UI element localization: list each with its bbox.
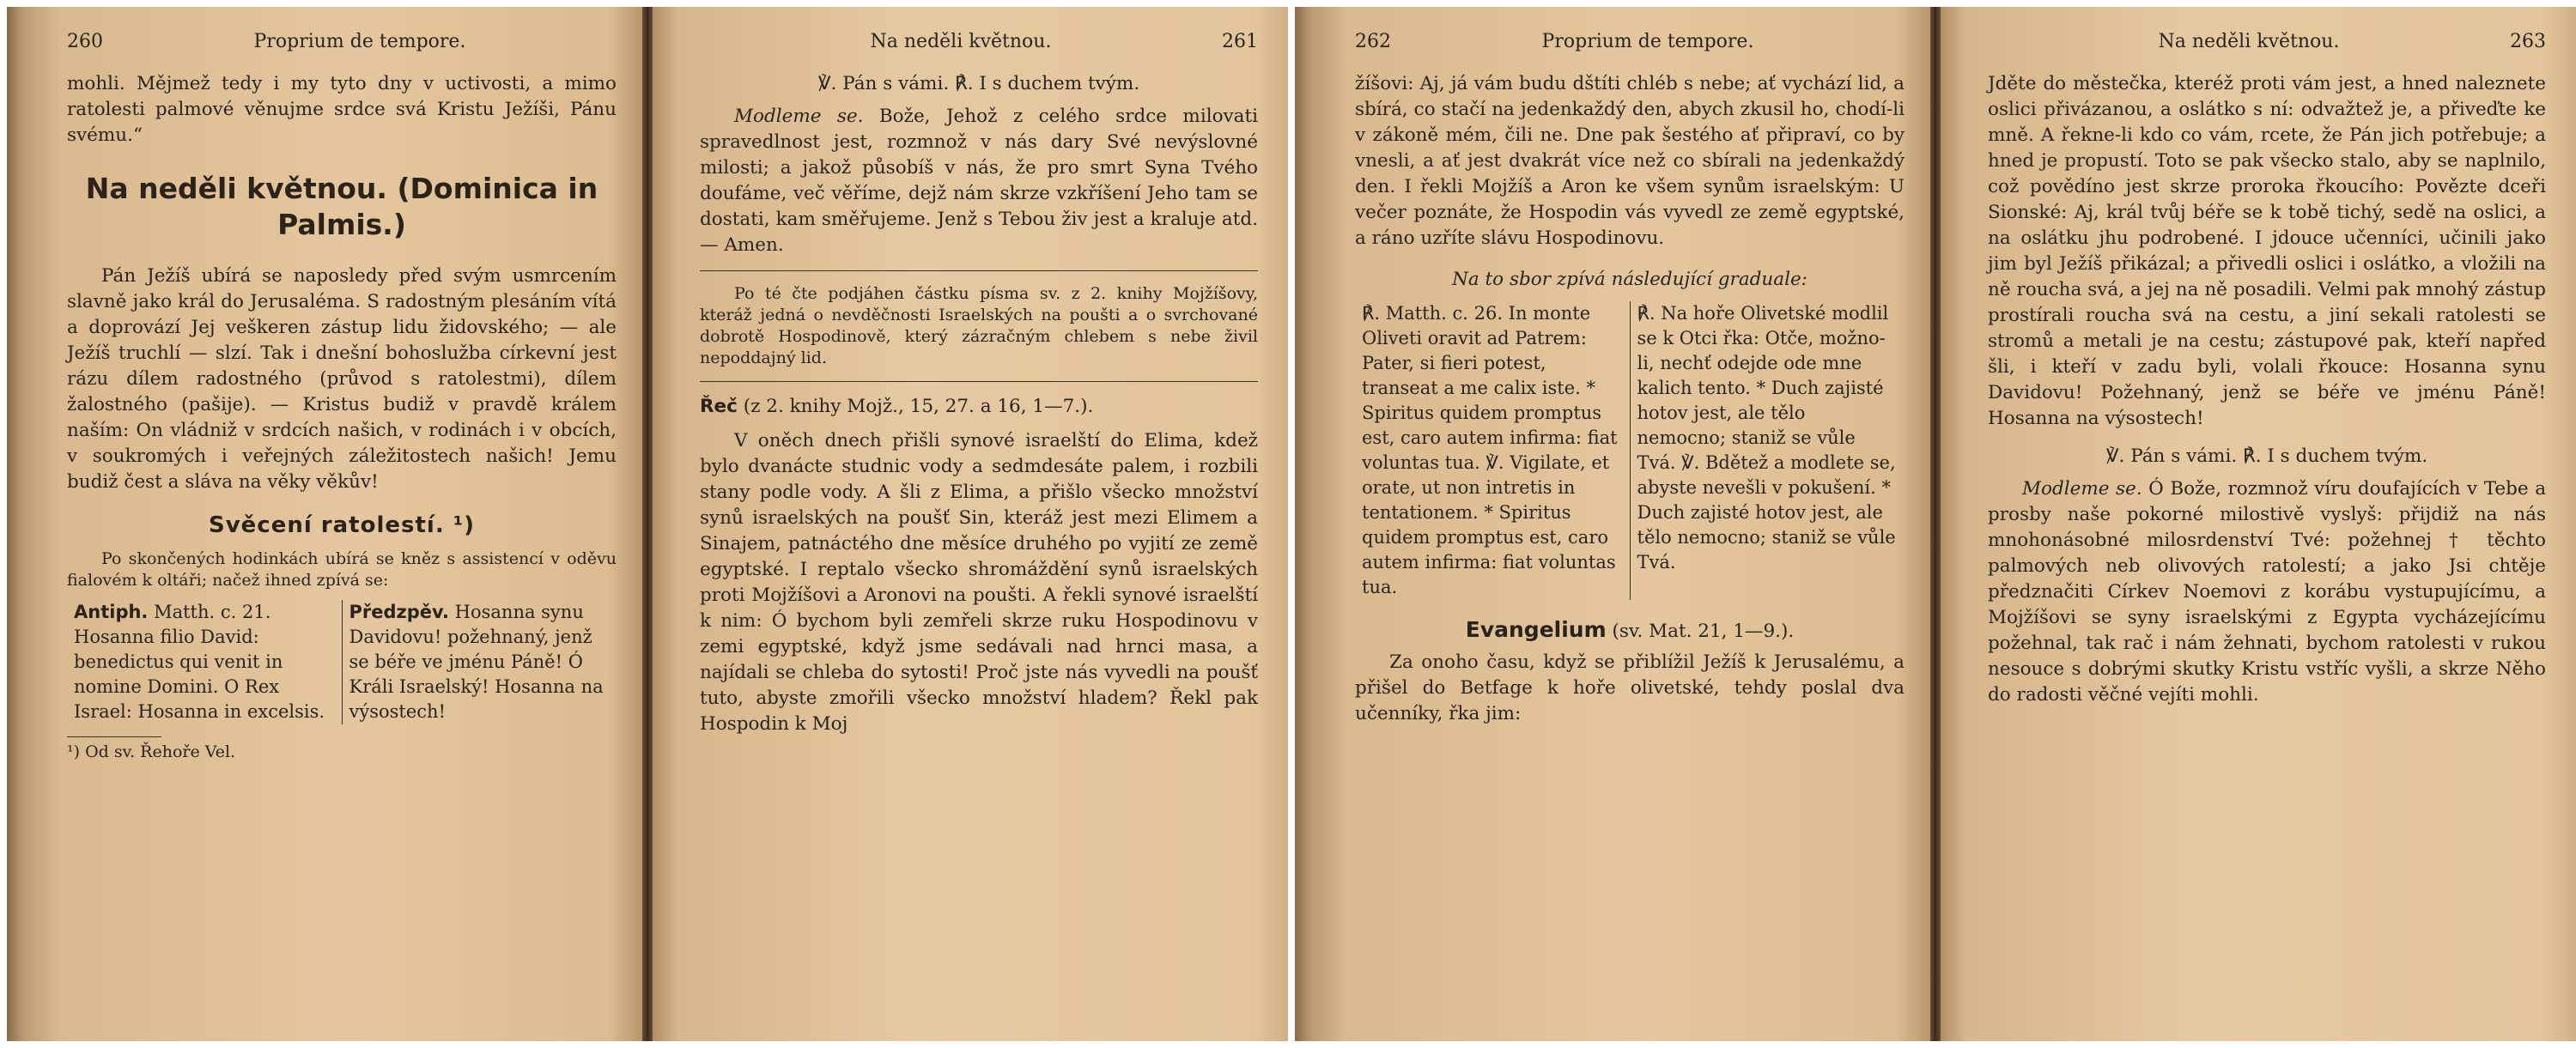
paragraph: žíšovi: Aj, já vám budu dštíti chléb s nebe; ať vychází lid, a sbírá, co stačí na jedenkaždý den, abych zkusil ho, chodí-li v zákoně mém, čili ne. Dne pak šestého ať připraví, co by vnesli, a ať jest dvakrát více než co sbírali na jedenkaždý den. I řekli Mojžíš a Aron ke všem synům israelským: U večer poznáte, že Hospodin vás vyvedl ze země egyptské, a ráno uzříte slávu Hospodinovu. [1355, 73, 1905, 249]
page-number: 260 [67, 31, 103, 52]
divider [700, 270, 1258, 271]
footnote: ¹) Od sv. Řehoře Vel. [67, 742, 236, 761]
prayer: Modleme se. Bože, Jehož z celého srdce milovati spravedlnost jest, rozmnož v nás dary Své nevýslovné milosti; a jakož působíš v nás, že pro smrt Syna Tvého doufáme, več věříme, dejž nám skrze vzkříšení Jeho tam se dostati, kam směřujeme. Jenž s Tebou živ jest a kraluje atd. — Amen. [700, 106, 1258, 256]
versicle: ℣. Pán s vámi. ℟. I s duchem tvým. [817, 73, 1140, 94]
paragraph: Pán Ježíš ubírá se naposledy před svým usmrcením slavně jako král do Jerusaléma. S radostným plesáním vítá a doprovází Jej veškeren zástup lidu židovského; — ale Ježíš truchlí — slzí. Tak i dnešní bohoslužba církevní jest rázu dílem radostného (průvod s ratolestmi), dílem žalostného (pašije). — Kristus budiž v pravdě králem naším: On vládniž v srdcích našich, v rodinách i v obcích, v soukromých i veřejných záležitostech našich! Jemu budiž čest a sláva na věky věkův! [67, 265, 617, 493]
page-header [1355, 31, 1905, 52]
right-book-spread [1295, 7, 2576, 1041]
page-number: 263 [2510, 31, 2546, 52]
page-number: 261 [1222, 31, 1258, 52]
page-260 [7, 7, 642, 1041]
page-header [67, 31, 617, 52]
czech-column: ℟. Na hoře Olivetské modlil se k Otci řka: Otče, možno-li, nechť odejde ode mne kalich tento. * Duch zajisté hotov jest, ale tělo nemocno; staniž se vůle Tvá. ℣. Bdětež a modlete se, abyste nevešli v pokušení. * Duch zajisté hotov jest, ale tělo nemocno; staniž se vůle Tvá. [1630, 301, 1905, 600]
book-gutter [1930, 7, 1941, 1041]
divider [700, 381, 1258, 382]
page-263 [1941, 7, 2576, 1041]
gospel-text: Za onoho času, když se přiblížil Ježíš k Jerusalému, a přišel do Betfage k hoře olivetské, tehdy poslal dva učenníky, řka jim: [1355, 651, 1905, 724]
page-header [700, 31, 1258, 52]
footnote-rule [67, 736, 161, 737]
running-head: Proprium de tempore. [1541, 31, 1754, 52]
page-261 [653, 7, 1288, 1041]
versicle: ℣. Pán s vámi. ℟. I s duchem tvým. [2105, 445, 2428, 467]
latin-column: ℟. Matth. c. 26. In monte Oliveti oravit ad Patrem: Pater, si fieri potest, transeat a me calix iste. * Spiritus quidem promptus est, caro autem infirma: fiat voluntas tua. ℣. Vigilate, et orate, ut non intretis in tentationem. * Spiritus quidem promptus est, caro autem infirma: fiat voluntas tua. [1362, 303, 1618, 597]
prayer: Modleme se. Ó Bože, rozmnož víru doufajících v Tebe a prosby naše pokorné milostivě vyslyš: přijdiž na nás mnohonásobné milosrdenství Tvé: požehnej † těchto palmových neb olivových ratolestí; a jako Jsi chtěje předznačiti Církev Noemovi z korábu vystupujícímu, a Mojžíšovi se syny israelskými z Egypta vycházejícímu požehnal, tak rač i nám žehnati, bychom ratolesti v rukou nesouce s dobrými skutky Kristu vstříc vyšli, a skrze Něho do radosti věčné vejíti mohli. [1988, 478, 2547, 706]
book-gutter [642, 7, 653, 1041]
rubric: Na to sbor zpívá následující graduale: [1452, 269, 1807, 290]
page-number: 262 [1355, 31, 1391, 52]
reading-text: V oněch dnech přišli synové israelští do Elima, kdež bylo dvanácte studnic vody a sedmdesáte palem, i rozbili stany podle vody. A šli z Elima, a přišlo všecko množství synů israelských na poušť Sin, kteráž jest mezi Elimem a Sinajem, patnáctého dne měsíce druhého po vyjití ze země egyptské. I reptalo všecko shromáždění synů israelských proti Mojžíšovi a Aronovi na poušti. A řekli synové israelští k nim: Ó bychom byli zemřeli skrze ruku Hospodinovu v zemi egyptské, když jsme sedávali nad hrnci masa, a najídali se chleba do sytosti! Proč jste nás vyvedli na poušť tuto, abyste zmořili všecko množství hladem? Řekl pak Hospodin k Moj [700, 430, 1258, 735]
rubric-note: Po té čte podjáhen částku písma sv. z 2. knihy Mojžíšovy, kteráž jedná o nevděčnosti Israelských na poušti a o svrchované dobrotě Hospodinově, který zázračným chlebem s nebe živil nepoddajný lid. [700, 284, 1258, 367]
page-262 [1295, 7, 1930, 1041]
czech-column: Předzpěv. Hosanna synu Davidovu! požehnaný, jenž se béře ve jménu Páně! Ó Králi Israelský! Hosanna na výsostech! [342, 600, 617, 724]
rubric: Po skončených hodinkách ubírá se kněz s assistencí v oděvu fialovém k oltáři; načež ihned zpívá se: [67, 549, 617, 590]
two-column-gradual [1355, 301, 1905, 600]
reading-heading: Řeč (z 2. knihy Mojž., 15, 27. a 16, 1—7.). [700, 396, 1094, 417]
page-header [1988, 31, 2546, 52]
section-title: Na neděli květnou. (Dominica in Palmis.) [85, 172, 598, 241]
gospel-heading: Evangelium (sv. Mat. 21, 1—9.). [1465, 617, 1795, 642]
paragraph: Jděte do městečka, kteréž proti vám jest, a hned naleznete oslici přivázanou, a oslátko s ní: odvažtež je, a přiveďte ke mně. A řekne-li kdo co vám, rcete, že Pán jich potřebuje; a hned je propustí. Toto se pak všecko stalo, aby se naplnilo, což povědíno jest skrze proroka řkoucího: Povězte dceři Sionské: Aj, král tvůj béře se k tobě tichý, sedě na oslici, a na oslátku jhu podrobené. I jdouce učenníci, učinili jako jim byl Ježíš přikázal; a přivedli oslici i oslátko, a vložili na ně roucha svá, a jej na ně posadili. Velmi pak mnohý zástup prostírali roucha svá na cestu, a jiní sekali ratolesti se stromů a metali je na cestu; zástupové pak, kteří napřed šli, i kteří v zadu byli, volali řkouce: Hosanna synu Davidovu! Požehnaný, jenž se béře ve jménu Páně! Hosanna na výsostech! [1988, 73, 2546, 429]
section-heading: Svěcení ratolestí. ¹) [208, 512, 476, 538]
running-head: Na neděli květnou. [870, 31, 1052, 52]
running-head: Na neděli květnou. [2158, 31, 2340, 52]
paragraph: mohli. Mějmež tedy i my tyto dny v uctivosti, a mimo ratolesti palmové věnujme srdce svá Kristu Ježíši, Pánu svému.“ [67, 73, 617, 146]
running-head: Proprium de tempore. [253, 31, 466, 52]
latin-column: Antiph. Matth. c. 21. Hosanna filio David: benedictus qui venit in nomine Domini. O Rex Israel: Hosanna in excelsis. [74, 602, 325, 722]
left-book-spread [7, 7, 1288, 1041]
two-column-chant [67, 600, 617, 724]
